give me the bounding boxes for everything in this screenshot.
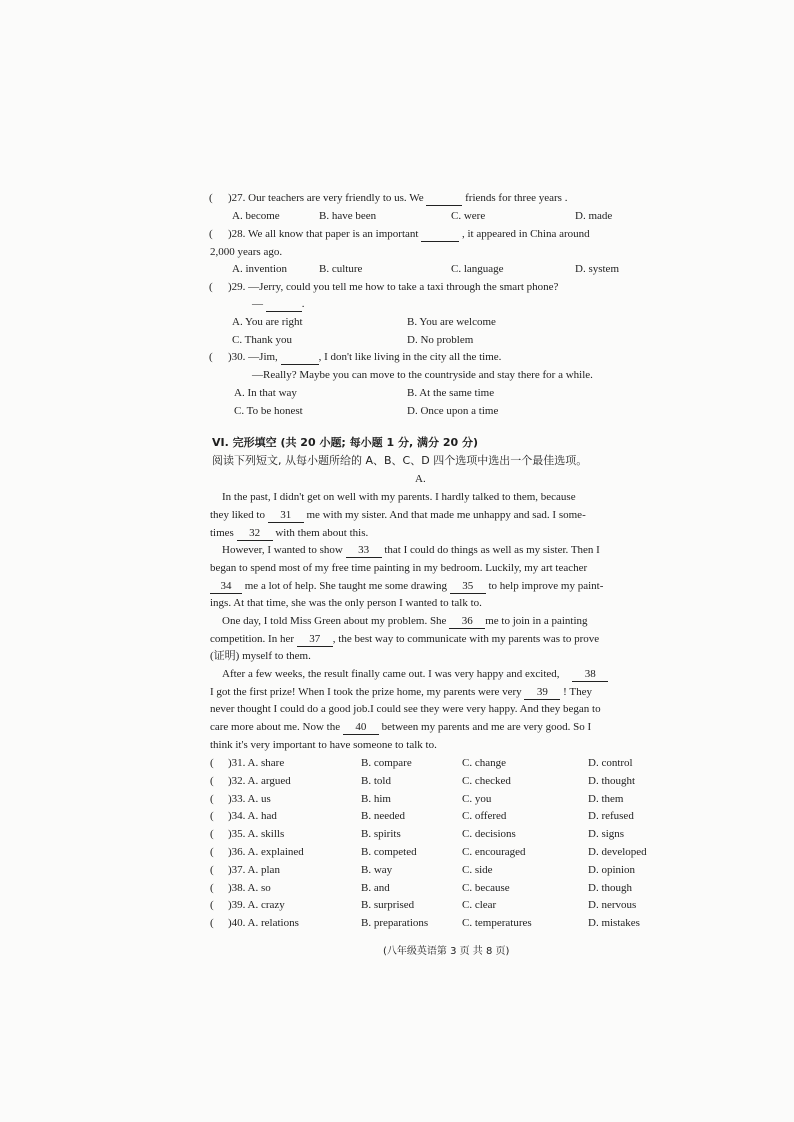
- question-row: [0, 827, 794, 843]
- question-option-b: B. compare: [361, 757, 412, 769]
- question-option-d: D. nervous: [588, 899, 637, 911]
- blank-37: 37: [297, 632, 333, 647]
- passage-line: think it's very important to have someone to talk to.: [210, 739, 437, 751]
- question-row: [0, 863, 794, 879]
- q30-blank: [281, 350, 319, 365]
- passage-line: After a few weeks, the result finally came out. I was very happy and excited, 38: [222, 667, 608, 682]
- passage-line: However, I wanted to show 33 that I could do things as well as my sister. Then I: [222, 544, 600, 556]
- q29-option-d: D. No problem: [407, 334, 474, 346]
- blank-39: 39: [524, 685, 560, 700]
- answer-paren: (: [210, 757, 214, 769]
- q28-paren: (: [209, 228, 213, 240]
- q30-reply: —Really? Maybe you can move to the countryside and stay there for a while.: [252, 369, 593, 381]
- blank-34: 34: [210, 579, 242, 594]
- passage-line: In the past, I didn't get on well with my parents. I hardly talked to them, because: [222, 491, 576, 503]
- answer-paren: (: [210, 828, 214, 840]
- question-option-b: B. spirits: [361, 828, 401, 840]
- q28-option-b: B. culture: [319, 263, 363, 275]
- blank-36: 36: [449, 614, 485, 629]
- passage-line: One day, I told Miss Green about my problem. She 36 me to join in a painting: [222, 615, 588, 627]
- question-option-a: )40. A. relations: [228, 917, 299, 929]
- question-option-b: B. preparations: [361, 917, 429, 929]
- question-option-a: )33. A. us: [228, 793, 271, 805]
- question-option-b: B. him: [361, 793, 391, 805]
- q30-option-c: C. To be honest: [234, 405, 303, 417]
- question-option-a: )37. A. plan: [228, 864, 280, 876]
- q29-option-c: C. Thank you: [232, 334, 292, 346]
- q27-stem: )27. Our teachers are very friendly to us. We friends for three years .: [228, 192, 568, 204]
- question-option-b: B. needed: [361, 810, 405, 822]
- passage-line: 34 me a lot of help. She taught me some drawing 35 to help improve my paint-: [210, 579, 603, 594]
- q29-paren: (: [209, 281, 213, 293]
- question-option-c: C. clear: [462, 899, 497, 911]
- question-row: [0, 774, 794, 790]
- q29-blank: [266, 297, 302, 312]
- answer-paren: (: [210, 793, 214, 805]
- question-option-d: D. developed: [588, 846, 647, 858]
- answer-paren: (: [210, 775, 214, 787]
- question-option-a: )34. A. had: [228, 810, 277, 822]
- q30-option-d: D. Once upon a time: [407, 405, 499, 417]
- question-option-c: C. encouraged: [462, 846, 526, 858]
- question-option-a: )35. A. skills: [228, 828, 285, 840]
- answer-paren: (: [210, 899, 214, 911]
- question-option-a: )36. A. explained: [228, 846, 304, 858]
- question-option-b: B. competed: [361, 846, 417, 858]
- question-option-d: D. opinion: [588, 864, 636, 876]
- passage-line: (证明) myself to them.: [210, 650, 311, 662]
- question-option-b: B. told: [361, 775, 391, 787]
- answer-paren: (: [210, 810, 214, 822]
- question-row: [0, 916, 794, 932]
- passage-line: competition. In her 37 , the best way to communicate with my parents was to prove: [210, 633, 600, 645]
- q28-option-a: A. invention: [232, 263, 287, 275]
- passage-label: A.: [415, 473, 426, 485]
- passage-line: ings. At that time, she was the only person I wanted to talk to.: [210, 597, 482, 609]
- q30-option-a: A. In that way: [234, 387, 297, 399]
- question-option-c: C. side: [462, 864, 493, 876]
- passage-line: care more about me. Now the 40 between my parents and me are very good. So I: [210, 721, 592, 733]
- q27-option-b: B. have been: [319, 210, 377, 222]
- answer-paren: (: [210, 864, 214, 876]
- passage-line: began to spend most of my free time painting in my bedroom. Luckily, my art teacher: [210, 562, 588, 574]
- blank-32: 32: [237, 526, 273, 541]
- question-option-c: C. checked: [462, 775, 511, 787]
- question-option-b: B. way: [361, 864, 393, 876]
- question-option-d: D. thought: [588, 775, 636, 787]
- question-option-b: B. and: [361, 882, 390, 894]
- q29-stem: )29. —Jerry, could you tell me how to take a taxi through the smart phone?: [228, 281, 559, 293]
- question-option-b: B. surprised: [361, 899, 415, 911]
- question-row: [0, 792, 794, 808]
- question-option-c: C. temperatures: [462, 917, 532, 929]
- question-option-d: D. control: [588, 757, 633, 769]
- q28-stem-cont: 2,000 years ago.: [210, 246, 283, 258]
- blank-40: 40: [343, 720, 379, 735]
- page-footer: (八年级英语第 3 页 共 8 页): [383, 946, 510, 957]
- passage-line: never thought I could do a good job.I could see they were very happy. And they began to: [210, 703, 601, 715]
- q28-stem: )28. We all know that paper is an important , it appeared in China around: [228, 228, 590, 240]
- section-heading: VI. 完形填空 (共 20 小题; 每小题 1 分, 满分 20 分): [212, 436, 478, 449]
- question-option-d: D. signs: [588, 828, 625, 840]
- question-option-a: )38. A. so: [228, 882, 271, 894]
- question-option-c: C. because: [462, 882, 510, 894]
- q27-option-d: D. made: [575, 210, 613, 222]
- answer-paren: (: [210, 882, 214, 894]
- blank-35: 35: [450, 579, 486, 594]
- answer-paren: (: [210, 846, 214, 858]
- q29-answer-line: — .: [252, 298, 305, 310]
- question-option-a: )32. A. argued: [228, 775, 291, 787]
- answer-paren: (: [210, 917, 214, 929]
- blank-33: 33: [346, 543, 382, 558]
- question-row: [0, 756, 794, 772]
- question-row: [0, 845, 794, 861]
- q27-blank: [426, 191, 462, 206]
- question-option-a: )31. A. share: [228, 757, 285, 769]
- q27-option-a: A. become: [232, 210, 280, 222]
- question-option-d: D. though: [588, 882, 632, 894]
- question-option-c: C. you: [462, 793, 492, 805]
- question-option-c: C. change: [462, 757, 506, 769]
- q27-option-c: C. were: [451, 210, 486, 222]
- question-option-d: D. mistakes: [588, 917, 640, 929]
- question-option-c: C. decisions: [462, 828, 516, 840]
- blank-38: 38: [572, 667, 608, 682]
- q30-stem: )30. —Jim, , I don't like living in the city all the time.: [228, 351, 502, 363]
- q29-option-b: B. You are welcome: [407, 316, 496, 328]
- question-row: [0, 809, 794, 825]
- passage-line: times 32 with them about this.: [210, 527, 369, 539]
- passage-line: they liked to 31 me with my sister. And that made me unhappy and sad. I some-: [210, 509, 586, 521]
- q28-option-d: D. system: [575, 263, 619, 275]
- question-option-d: D. refused: [588, 810, 634, 822]
- q28-blank: [421, 227, 459, 242]
- question-row: [0, 898, 794, 914]
- blank-31: 31: [268, 508, 304, 523]
- q29-option-a: A. You are right: [232, 316, 303, 328]
- q28-option-c: C. language: [451, 263, 504, 275]
- question-option-d: D. them: [588, 793, 624, 805]
- section-instruction: 阅读下列短文, 从每小题所给的 A、B、C、D 四个选项中选出一个最佳选项。: [212, 454, 588, 467]
- question-option-a: )39. A. crazy: [228, 899, 285, 911]
- question-row: [0, 881, 794, 897]
- q27-paren: (: [209, 192, 213, 204]
- passage-line: I got the first prize! When I took the prize home, my parents were very 39 ! They: [210, 686, 592, 698]
- q30-option-b: B. At the same time: [407, 387, 495, 399]
- q30-paren: (: [209, 351, 213, 363]
- question-option-c: C. offered: [462, 810, 507, 822]
